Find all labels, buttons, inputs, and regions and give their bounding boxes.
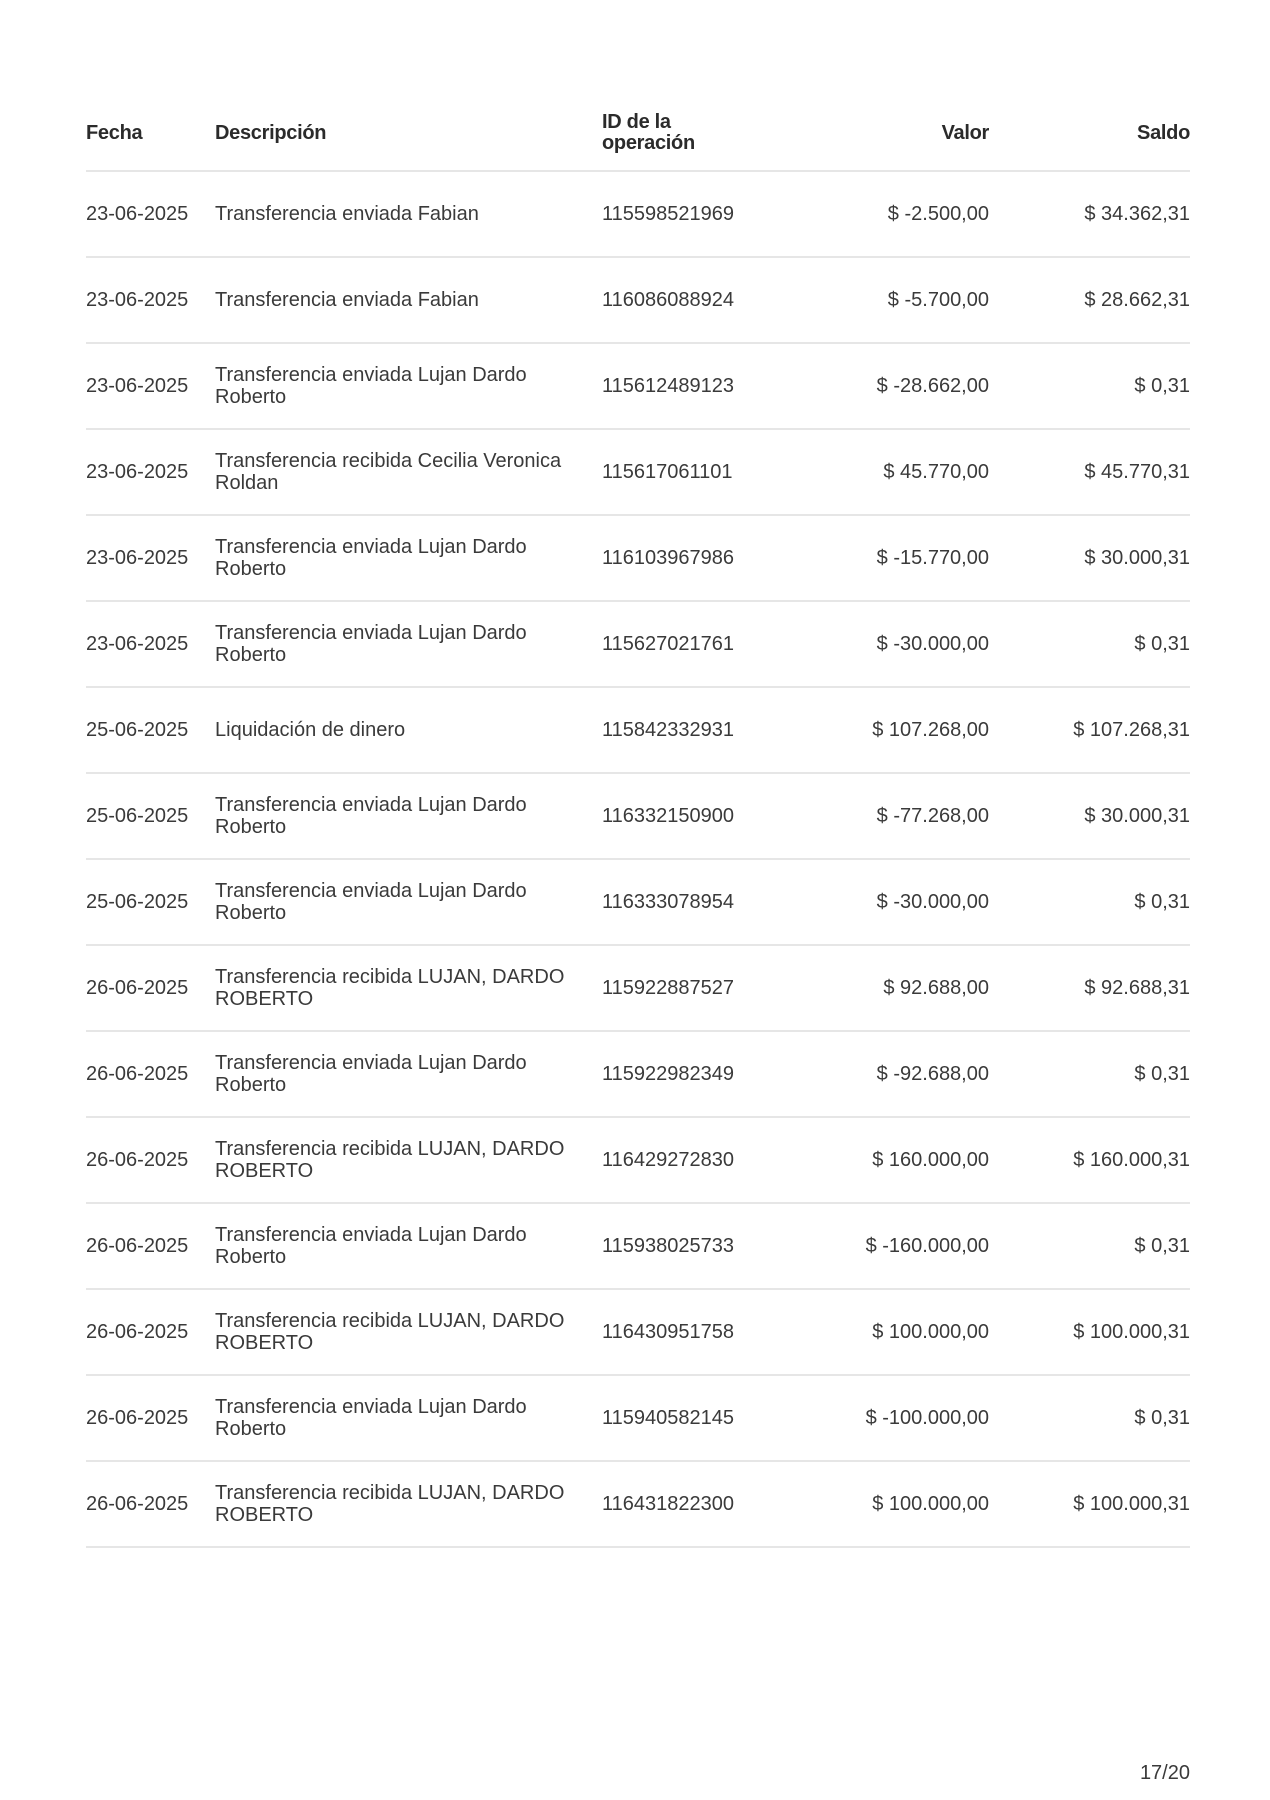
cell-valor: $ -30.000,00: [876, 891, 989, 913]
table-row: [86, 1290, 1190, 1376]
cell-fecha: 25-06-2025: [86, 805, 189, 827]
cell-fecha: 26-06-2025: [86, 1407, 189, 1429]
table-row: [86, 172, 1190, 258]
cell-descripcion: Transferencia recibida LUJAN, DARDO ROBERTO: [215, 1482, 565, 1526]
cell-descripcion: Transferencia enviada Lujan Dardo Roberto: [215, 1052, 527, 1096]
cell-fecha: 25-06-2025: [86, 719, 189, 741]
cell-fecha: 23-06-2025: [86, 375, 189, 397]
cell-valor: $ 45.770,00: [883, 461, 989, 483]
cell-descripcion: Transferencia recibida LUJAN, DARDO ROBERTO: [215, 1310, 565, 1354]
cell-descripcion: Transferencia recibida Cecilia Veronica Roldan: [215, 450, 562, 494]
cell-descripcion: Transferencia recibida LUJAN, DARDO ROBERTO: [215, 1138, 565, 1182]
cell-descripcion: Transferencia enviada Lujan Dardo Roberto: [215, 1224, 527, 1268]
cell-fecha: 23-06-2025: [86, 547, 189, 569]
cell-descripcion: Transferencia enviada Lujan Dardo Roberto: [215, 1396, 527, 1440]
table-row: [86, 258, 1190, 344]
cell-fecha: 23-06-2025: [86, 289, 189, 311]
cell-saldo: $ 160.000,31: [1073, 1149, 1190, 1171]
table-row: [86, 688, 1190, 774]
cell-saldo: $ 30.000,31: [1084, 805, 1190, 827]
cell-id-operacion: 115922887527: [602, 977, 734, 999]
cell-fecha: 26-06-2025: [86, 1149, 189, 1171]
cell-id-operacion: 116333078954: [602, 891, 734, 913]
cell-fecha: 26-06-2025: [86, 1493, 189, 1515]
table-row: [86, 516, 1190, 602]
cell-descripcion: Transferencia enviada Lujan Dardo Roberto: [215, 880, 527, 924]
table-row: [86, 344, 1190, 430]
cell-valor: $ -92.688,00: [876, 1063, 989, 1085]
cell-id-operacion: 115842332931: [602, 719, 734, 741]
table-body: [86, 172, 1190, 1548]
cell-fecha: 23-06-2025: [86, 633, 189, 655]
cell-id-operacion: 115938025733: [602, 1235, 734, 1257]
cell-fecha: 26-06-2025: [86, 977, 189, 999]
cell-valor: $ -28.662,00: [876, 375, 989, 397]
cell-fecha: 26-06-2025: [86, 1235, 189, 1257]
cell-valor: $ -77.268,00: [876, 805, 989, 827]
cell-valor: $ 100.000,00: [872, 1493, 989, 1515]
cell-saldo: $ 34.362,31: [1084, 203, 1190, 225]
cell-valor: $ 92.688,00: [883, 977, 989, 999]
table-row: [86, 774, 1190, 860]
cell-saldo: $ 30.000,31: [1084, 547, 1190, 569]
cell-saldo: $ 92.688,31: [1084, 977, 1190, 999]
cell-valor: $ 100.000,00: [872, 1321, 989, 1343]
cell-saldo: $ 107.268,31: [1073, 719, 1190, 741]
cell-saldo: $ 0,31: [1134, 1235, 1190, 1257]
cell-valor: $ -15.770,00: [876, 547, 989, 569]
cell-id-operacion: 115612489123: [602, 375, 734, 397]
cell-id-operacion: 115617061101: [602, 461, 733, 483]
cell-descripcion: Transferencia enviada Fabian: [215, 289, 479, 311]
cell-descripcion: Transferencia enviada Fabian: [215, 203, 479, 225]
table-row: [86, 1118, 1190, 1204]
table-row: [86, 860, 1190, 946]
cell-valor: $ -100.000,00: [865, 1407, 989, 1429]
cell-id-operacion: 115598521969: [602, 203, 734, 225]
cell-saldo: $ 28.662,31: [1084, 289, 1190, 311]
cell-descripcion: Liquidación de dinero: [215, 719, 406, 741]
table-row: [86, 1204, 1190, 1290]
cell-valor: $ 107.268,00: [872, 719, 989, 741]
header-id-operacion: ID de la operación: [602, 111, 695, 154]
cell-valor: $ -5.700,00: [887, 289, 989, 311]
cell-id-operacion: 116431822300: [602, 1493, 734, 1515]
cell-descripcion: Transferencia enviada Lujan Dardo Roberto: [215, 794, 527, 838]
cell-fecha: 23-06-2025: [86, 461, 189, 483]
cell-descripcion: Transferencia enviada Lujan Dardo Roberto: [215, 536, 527, 580]
cell-fecha: 26-06-2025: [86, 1321, 189, 1343]
cell-id-operacion: 115922982349: [602, 1063, 734, 1085]
cell-saldo: $ 45.770,31: [1084, 461, 1190, 483]
cell-saldo: $ 0,31: [1134, 633, 1190, 655]
page-number: 17/20: [1139, 1762, 1190, 1784]
cell-id-operacion: 115940582145: [602, 1407, 734, 1429]
table-row: [86, 430, 1190, 516]
cell-fecha: 26-06-2025: [86, 1063, 189, 1085]
cell-saldo: $ 100.000,31: [1073, 1493, 1190, 1515]
cell-saldo: $ 0,31: [1134, 1063, 1190, 1085]
cell-id-operacion: 116430951758: [602, 1321, 734, 1343]
cell-fecha: 25-06-2025: [86, 891, 189, 913]
table-row: [86, 1032, 1190, 1118]
cell-descripcion: Transferencia recibida LUJAN, DARDO ROBERTO: [215, 966, 565, 1010]
cell-id-operacion: 116103967986: [602, 547, 734, 569]
table-row: [86, 1376, 1190, 1462]
cell-descripcion: Transferencia enviada Lujan Dardo Roberto: [215, 364, 527, 408]
table-row: [86, 1462, 1190, 1548]
cell-fecha: 23-06-2025: [86, 203, 189, 225]
header-fecha: Fecha: [86, 122, 143, 144]
cell-saldo: $ 0,31: [1134, 891, 1190, 913]
cell-valor: $ -160.000,00: [865, 1235, 989, 1257]
header-saldo: Saldo: [1137, 122, 1190, 144]
cell-saldo: $ 100.000,31: [1073, 1321, 1190, 1343]
table-header: [86, 96, 1190, 172]
cell-descripcion: Transferencia enviada Lujan Dardo Roberto: [215, 622, 527, 666]
cell-valor: $ -2.500,00: [887, 203, 989, 225]
cell-id-operacion: 115627021761: [602, 633, 734, 655]
table-row: [86, 946, 1190, 1032]
cell-id-operacion: 116332150900: [602, 805, 734, 827]
cell-valor: $ 160.000,00: [872, 1149, 989, 1171]
transactions-table: [86, 96, 1190, 1548]
cell-saldo: $ 0,31: [1134, 375, 1190, 397]
cell-saldo: $ 0,31: [1134, 1407, 1190, 1429]
header-descripcion: Descripción: [215, 122, 327, 144]
header-valor: Valor: [941, 122, 989, 144]
cell-id-operacion: 116429272830: [602, 1149, 734, 1171]
table-row: [86, 602, 1190, 688]
cell-valor: $ -30.000,00: [876, 633, 989, 655]
cell-id-operacion: 116086088924: [602, 289, 734, 311]
